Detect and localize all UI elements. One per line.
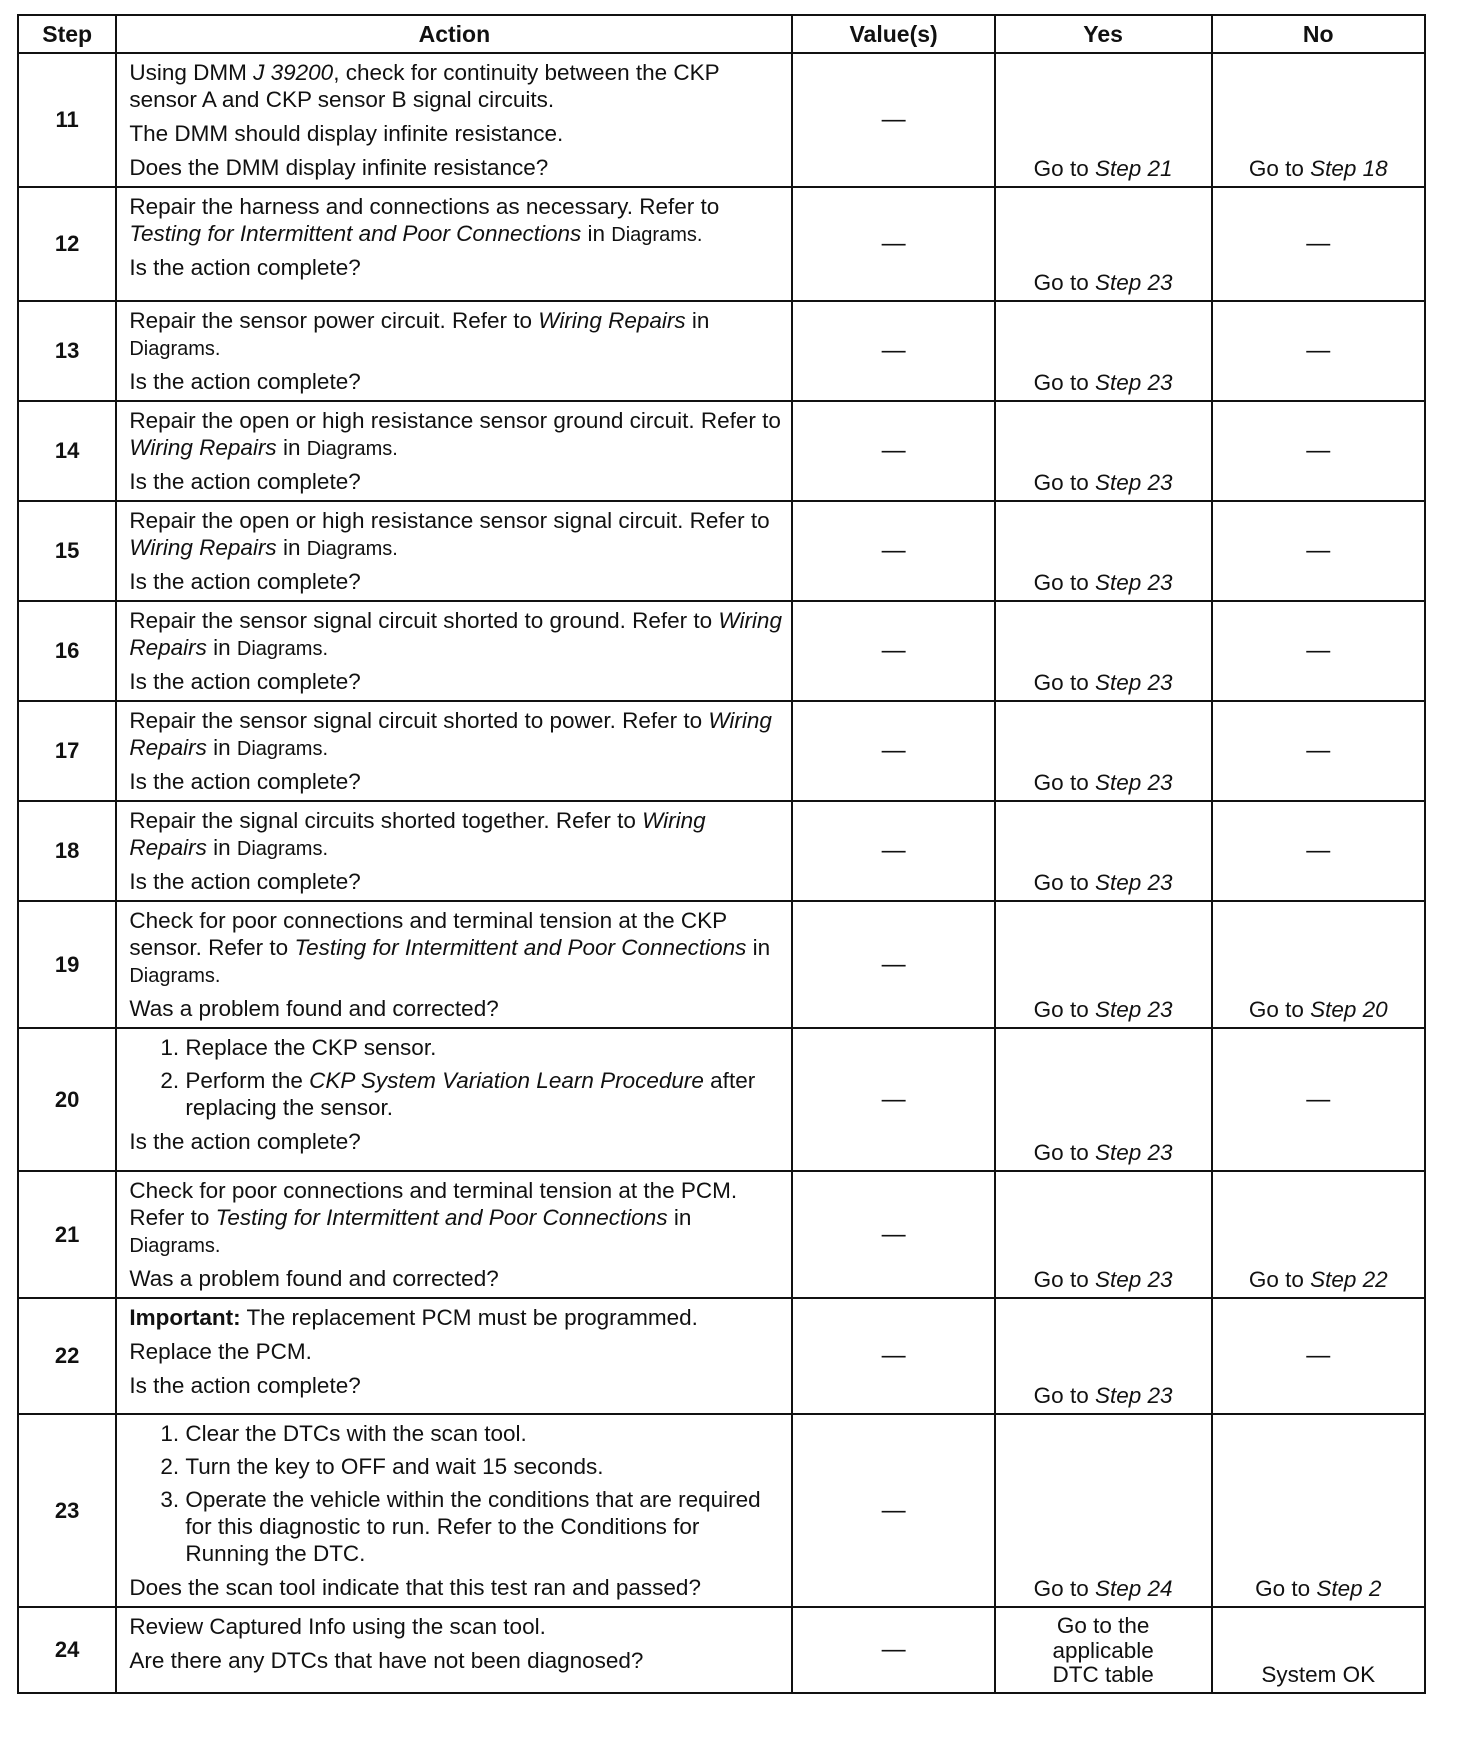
- text: , check for continuity between the CKP sensor A and CKP sensor B signal circuits.: [129, 60, 720, 112]
- action-question: Is the action complete?: [129, 255, 361, 280]
- important-note: [129, 1304, 783, 1331]
- header-row: [18, 15, 1425, 53]
- no-cell: —: [1212, 401, 1425, 501]
- text: Check for poor connections and terminal tension at the CKP sensor. Refer to: [129, 908, 727, 960]
- no-cell: —: [1212, 1028, 1425, 1171]
- header-step: Step: [18, 15, 116, 53]
- doc-ref[interactable]: Wiring Repairs: [129, 435, 277, 460]
- action-cell: [116, 1028, 792, 1171]
- action-text: [129, 307, 783, 361]
- step-link[interactable]: Step 20: [1310, 997, 1388, 1022]
- table-row: [18, 901, 1425, 1028]
- value-cell: —: [792, 901, 994, 1028]
- no-cell: —: [1212, 187, 1425, 301]
- action-cell: [116, 1171, 792, 1298]
- action-cell: [116, 301, 792, 401]
- yes-cell: [995, 1171, 1212, 1298]
- value-cell: —: [792, 501, 994, 601]
- doc-ref[interactable]: Testing for Intermittent and Poor Connections: [294, 935, 747, 960]
- diagnostic-table: [17, 14, 1426, 1694]
- doc-name: Diagrams.: [306, 538, 398, 560]
- step-number: 21: [18, 1171, 116, 1298]
- tool-ref: J 39200: [253, 60, 334, 85]
- list-item: 3. Operate the vehicle within the conditions that are required for this diagnostic to run. Refer to the Conditions for Running the DTC.: [185, 1486, 783, 1567]
- action-question: Was a problem found and corrected?: [129, 996, 499, 1021]
- value-cell: —: [792, 601, 994, 701]
- action-cell: [116, 701, 792, 801]
- text: Check for poor connections and terminal tension at the PCM. Refer to: [129, 1178, 738, 1230]
- step-number: 17: [18, 701, 116, 801]
- doc-ref[interactable]: Wiring Repairs: [129, 808, 706, 860]
- action-cell: [116, 401, 792, 501]
- doc-name: Diagrams.: [236, 638, 329, 660]
- list-item: 1. Clear the DTCs with the scan tool.: [185, 1420, 783, 1447]
- table-row: [18, 1298, 1425, 1414]
- no-cell: [1212, 1414, 1425, 1607]
- table-row: [18, 1607, 1425, 1693]
- go-to-text: Go to: [1033, 1140, 1089, 1165]
- yes-cell: [995, 1607, 1212, 1693]
- no-cell: —: [1212, 601, 1425, 701]
- action-cell: [116, 1414, 792, 1607]
- table-row: [18, 601, 1425, 701]
- action-question: Does the scan tool indicate that this test ran and passed?: [129, 1575, 701, 1600]
- go-to-text: Go to: [1033, 156, 1089, 181]
- doc-name: Diagrams.: [306, 438, 398, 460]
- step-number: 15: [18, 501, 116, 601]
- go-to-text: Go to: [1033, 997, 1089, 1022]
- action-cell: [116, 801, 792, 901]
- doc-ref[interactable]: Wiring Repairs: [129, 608, 782, 660]
- step-link[interactable]: Step 23: [1094, 370, 1173, 395]
- no-cell: —: [1212, 501, 1425, 601]
- table-row: [18, 1171, 1425, 1298]
- value-cell: —: [792, 1028, 994, 1171]
- yes-cell: [995, 1298, 1212, 1414]
- yes-cell: [995, 901, 1212, 1028]
- no-cell: [1212, 901, 1425, 1028]
- step-link[interactable]: Step 23: [1094, 570, 1173, 595]
- action-question: Is the action complete?: [129, 469, 361, 494]
- action-question: Is the action complete?: [129, 669, 361, 694]
- text: in: [667, 1205, 692, 1230]
- no-cell: System OK: [1212, 1607, 1425, 1693]
- action-text: [129, 507, 783, 561]
- step-link[interactable]: Step 21: [1094, 156, 1173, 181]
- yes-cell: [995, 801, 1212, 901]
- yes-cell: [995, 1028, 1212, 1171]
- value-cell: —: [792, 1414, 994, 1607]
- text: in: [746, 935, 771, 960]
- step-number: 11: [18, 53, 116, 187]
- text: Repair the harness and connections as necessary. Refer to: [129, 194, 720, 219]
- value-cell: —: [792, 1171, 994, 1298]
- go-to-text: Go to: [1033, 1576, 1089, 1601]
- yes-cell: [995, 53, 1212, 187]
- action-list: [129, 1034, 783, 1121]
- step-link[interactable]: Step 23: [1094, 997, 1173, 1022]
- list-item: 2. Turn the key to OFF and wait 15 seconds.: [185, 1453, 783, 1480]
- yes-line: Go to the: [1056, 1612, 1150, 1638]
- step-number: 12: [18, 187, 116, 301]
- action-text: The DMM should display infinite resistance.: [129, 121, 564, 146]
- no-cell: [1212, 1171, 1425, 1298]
- action-cell: [116, 501, 792, 601]
- yes-cell: [995, 187, 1212, 301]
- go-to-text: Go to: [1033, 370, 1089, 395]
- go-to-text: Go to: [1033, 570, 1089, 595]
- list-item: 1. Replace the CKP sensor.: [185, 1034, 783, 1061]
- text: The replacement PCM must be programmed.: [240, 1305, 698, 1330]
- step-number: 20: [18, 1028, 116, 1171]
- step-link[interactable]: Step 23: [1094, 770, 1173, 795]
- value-cell: —: [792, 801, 994, 901]
- step-link[interactable]: Step 2: [1316, 1576, 1382, 1601]
- action-cell: [116, 187, 792, 301]
- action-text: Replace the PCM.: [129, 1339, 312, 1364]
- yes-line: applicable: [1052, 1637, 1154, 1663]
- action-question: Is the action complete?: [129, 569, 361, 594]
- yes-line: DTC table: [1052, 1662, 1154, 1688]
- doc-ref[interactable]: Testing for Intermittent and Poor Connections: [215, 1205, 668, 1230]
- doc-ref[interactable]: Testing for Intermittent and Poor Connections: [129, 221, 582, 246]
- go-to-text: Go to: [1248, 1267, 1304, 1292]
- text: in: [276, 535, 307, 560]
- text: Repair the open or high resistance sensor signal circuit. Refer to: [129, 508, 770, 533]
- doc-name: Diagrams.: [129, 965, 221, 987]
- action-text: [129, 407, 783, 461]
- value-cell: —: [792, 401, 994, 501]
- doc-ref[interactable]: Wiring Repairs: [129, 535, 277, 560]
- go-to-text: Go to: [1033, 1383, 1089, 1408]
- step-link[interactable]: Step 22: [1310, 1267, 1388, 1292]
- doc-name: Diagrams.: [129, 338, 221, 360]
- yes-cell: [995, 701, 1212, 801]
- step-link[interactable]: Step 23: [1094, 470, 1173, 495]
- action-text: [129, 807, 783, 861]
- table-row: [18, 501, 1425, 601]
- action-list: [129, 1420, 783, 1567]
- go-to-text: Go to: [1248, 997, 1304, 1022]
- go-to-text: Go to: [1248, 156, 1304, 181]
- action-text: [129, 707, 783, 761]
- action-cell: [116, 601, 792, 701]
- list-item: [185, 1067, 783, 1121]
- step-number: 13: [18, 301, 116, 401]
- action-text: [129, 1177, 783, 1258]
- step-link[interactable]: Step 23: [1094, 1140, 1173, 1165]
- table-row: [18, 301, 1425, 401]
- go-to-text: Go to: [1033, 270, 1089, 295]
- step-link[interactable]: Step 23: [1094, 1383, 1173, 1408]
- table-row: [18, 1414, 1425, 1607]
- yes-cell: [995, 301, 1212, 401]
- action-cell: [116, 1607, 792, 1693]
- text: in: [206, 635, 237, 660]
- table-row: [18, 187, 1425, 301]
- value-cell: —: [792, 301, 994, 401]
- step-number: 16: [18, 601, 116, 701]
- step-number: 23: [18, 1414, 116, 1607]
- action-text: Review Captured Info using the scan tool.: [129, 1614, 546, 1639]
- value-cell: —: [792, 1298, 994, 1414]
- action-text: [129, 59, 783, 113]
- value-cell: —: [792, 701, 994, 801]
- step-link[interactable]: Step 23: [1094, 670, 1173, 695]
- step-number: 22: [18, 1298, 116, 1414]
- step-number: 14: [18, 401, 116, 501]
- action-question: Are there any DTCs that have not been diagnosed?: [129, 1648, 644, 1673]
- action-text: [129, 907, 783, 988]
- go-to-text: Go to: [1033, 470, 1089, 495]
- text: in: [206, 835, 237, 860]
- text: in: [685, 308, 710, 333]
- value-cell: —: [792, 187, 994, 301]
- yes-cell: [995, 501, 1212, 601]
- table-row: [18, 801, 1425, 901]
- action-text: [129, 607, 783, 661]
- action-question: Was a problem found and corrected?: [129, 1266, 499, 1291]
- text: Repair the sensor signal circuit shorted to ground. Refer to: [129, 608, 719, 633]
- no-cell: —: [1212, 801, 1425, 901]
- text: Repair the open or high resistance sensor ground circuit. Refer to: [129, 408, 781, 433]
- no-cell: —: [1212, 1298, 1425, 1414]
- table-row: [18, 701, 1425, 801]
- value-cell: —: [792, 53, 994, 187]
- step-number: 18: [18, 801, 116, 901]
- text: Repair the signal circuits shorted together. Refer to: [129, 808, 643, 833]
- no-cell: —: [1212, 301, 1425, 401]
- value-cell: —: [792, 1607, 994, 1693]
- go-to-text: Go to: [1255, 1576, 1311, 1601]
- text: Repair the sensor signal circuit shorted to power. Refer to: [129, 708, 709, 733]
- doc-ref[interactable]: Wiring Repairs: [129, 708, 772, 760]
- important-label: Important:: [129, 1305, 241, 1330]
- action-cell: [116, 1298, 792, 1414]
- header-action: Action: [116, 15, 792, 53]
- text: Using DMM: [129, 60, 254, 85]
- step-link[interactable]: Step 23: [1094, 270, 1173, 295]
- step-link[interactable]: Step 23: [1094, 870, 1173, 895]
- action-question: Is the action complete?: [129, 1129, 361, 1154]
- table-row: [18, 401, 1425, 501]
- no-cell: [1212, 53, 1425, 187]
- text: in: [276, 435, 307, 460]
- text: in: [206, 735, 237, 760]
- step-link[interactable]: Step 18: [1310, 156, 1388, 181]
- action-cell: [116, 901, 792, 1028]
- action-question: Does the DMM display infinite resistance?: [129, 155, 549, 180]
- header-values: Value(s): [792, 15, 994, 53]
- text: in: [581, 221, 612, 246]
- table-row: [18, 1028, 1425, 1171]
- text: Repair the sensor power circuit. Refer to: [129, 308, 539, 333]
- go-to-text: Go to: [1033, 1267, 1089, 1292]
- doc-name: Diagrams.: [611, 224, 703, 246]
- doc-name: Diagrams.: [236, 738, 329, 760]
- go-to-text: Go to: [1033, 870, 1089, 895]
- yes-cell: [995, 601, 1212, 701]
- yes-cell: [995, 401, 1212, 501]
- doc-name: Diagrams.: [236, 838, 329, 860]
- step-number: 19: [18, 901, 116, 1028]
- yes-cell: [995, 1414, 1212, 1607]
- header-no: No: [1212, 15, 1425, 53]
- action-question: Is the action complete?: [129, 769, 361, 794]
- no-cell: —: [1212, 701, 1425, 801]
- doc-ref[interactable]: Wiring Repairs: [538, 308, 686, 333]
- step-link[interactable]: Step 24: [1094, 1576, 1173, 1601]
- go-to-text: Go to: [1033, 670, 1089, 695]
- action-question: Is the action complete?: [129, 869, 361, 894]
- header-yes: Yes: [995, 15, 1212, 53]
- action-question: Is the action complete?: [129, 1373, 361, 1398]
- table-row: [18, 53, 1425, 187]
- step-link[interactable]: Step 23: [1094, 1267, 1173, 1292]
- action-cell: [116, 53, 792, 187]
- text: after replacing the sensor.: [185, 1068, 756, 1120]
- text: Perform the: [185, 1068, 310, 1093]
- go-to-text: Go to: [1033, 770, 1089, 795]
- action-question: Is the action complete?: [129, 369, 361, 394]
- step-number: 24: [18, 1607, 116, 1693]
- doc-ref[interactable]: CKP System Variation Learn Procedure: [309, 1068, 704, 1093]
- action-text: [129, 193, 783, 247]
- doc-name: Diagrams.: [129, 1235, 221, 1257]
